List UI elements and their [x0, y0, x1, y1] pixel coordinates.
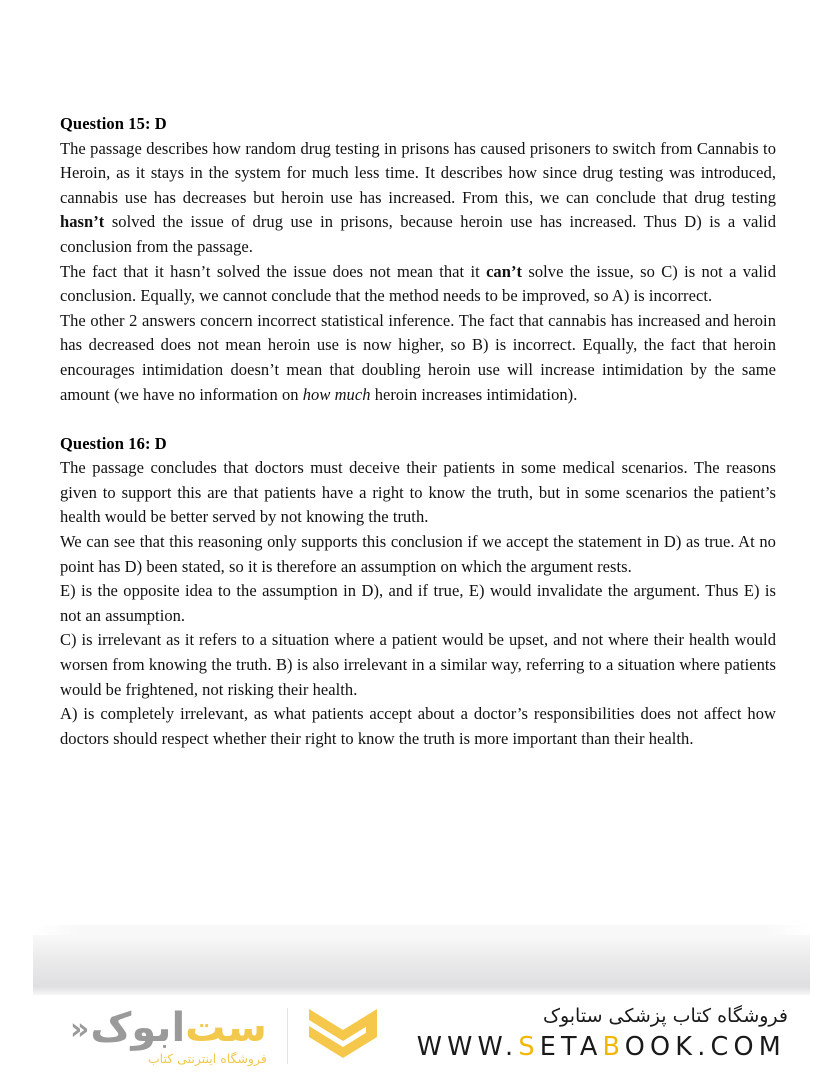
answer-block [60, 432, 776, 752]
wordmark-gold-part: ست [185, 1004, 267, 1051]
emphasis-bold: can’t [486, 261, 523, 281]
setabook-brand-lockup [70, 1000, 380, 1072]
brand-persian-title: فروشگاه کتاب پزشکی ستابوک [542, 1005, 788, 1027]
answer-paragraph [60, 137, 776, 260]
document-body [60, 112, 776, 751]
text-run: The passage concludes that doctors must deceive their patients in some medical scenarios. The reasons given to support this are that patients have a right to know the truth, but in some scenarios the patient’s health would be better served by not knowing the truth. [60, 458, 776, 527]
text-run: C) is irrelevant as it refers to a situation where a patient would be upset, and not where their health would worsen from knowing the truth. B) is also irrelevant in a similar way, referring to a situation where patients would be frightened, not risking their health. [60, 630, 776, 699]
brand-divider [287, 1008, 289, 1064]
setabook-chevron-logo-icon [306, 1005, 380, 1067]
answer-paragraph [60, 530, 776, 579]
text-run: solved the issue of drug use in prisons, because heroin use has increased. Thus D) is a valid conclusion from the passage. [60, 212, 776, 256]
answer-paragraph [60, 702, 776, 751]
answer-paragraph [60, 456, 776, 530]
page-footer [0, 995, 834, 1080]
url-segment: WWW. [416, 1032, 519, 1062]
url-segment: B [602, 1032, 625, 1062]
text-run: We can see that this reasoning only supports this conclusion if we accept the statement in D) as true. At no point has D) been stated, so it is therefore an assumption on which the argument rests. [60, 532, 776, 576]
text-run: solve the issue, so C) is not a valid conclusion. Equally, we cannot conclude that the method needs to be improved, so A) is incorrect. [60, 261, 776, 306]
url-segment: ETA [539, 1032, 603, 1062]
emphasis-bold: hasn’t [60, 212, 105, 232]
answer-paragraph [60, 309, 776, 407]
url-segment: OOK.COM [624, 1032, 786, 1062]
answer-block [60, 112, 776, 407]
question-heading: Question 16: D [60, 433, 167, 453]
text-run: The fact that it hasn’t solved the issue does not mean that it [60, 261, 487, 281]
wordmark-gray-part: ابوک [90, 1004, 186, 1051]
answer-paragraph [60, 579, 776, 628]
emphasis-italic: how much [302, 384, 371, 404]
double-chevron-icon: « [70, 1011, 90, 1047]
brand-tagline: فروشگاه اینترنتی کتاب [147, 1050, 267, 1066]
setabook-right-lockup [417, 1003, 788, 1063]
question-heading: Question 15: D [60, 114, 167, 133]
url-segment: S [518, 1032, 540, 1062]
setabook-wordmark [70, 1006, 267, 1054]
answer-paragraph [60, 260, 776, 309]
text-run: E) is the opposite idea to the assumption in D), and if true, E) would invalidate the argument. Thus E) is not an assumption. [60, 581, 776, 625]
text-run: heroin increases intimidation). [370, 384, 578, 404]
text-run: The passage describes how random drug testing in prisons has caused prisoners to switch from Cannabis to Heroin, as it stays in the system for much less time. It describes how since drug testing was introduced, cannabis use has decreases but heroin use has increased. From this, we can conclude that drug testing [60, 138, 776, 207]
brand-website-url[interactable] [417, 1031, 788, 1063]
text-run: A) is completely irrelevant, as what patients accept about a doctor’s responsibilities does not affect how doctors should respect whether their right to know the truth is more important than their health. [60, 704, 776, 748]
text-run: The other 2 answers concern incorrect statistical inference. The fact that cannabis has increased and heroin has decreased does not mean heroin use is now higher, so B) is incorrect. Equally, the fact that heroin encourages intimidation doesn’t mean that doubling heroin use will increase intimidation by the same amount (we have no information on [60, 310, 776, 404]
answer-paragraph [60, 628, 776, 702]
footer-shadow-band [33, 925, 810, 995]
setabook-wordmark-group [70, 1006, 267, 1067]
